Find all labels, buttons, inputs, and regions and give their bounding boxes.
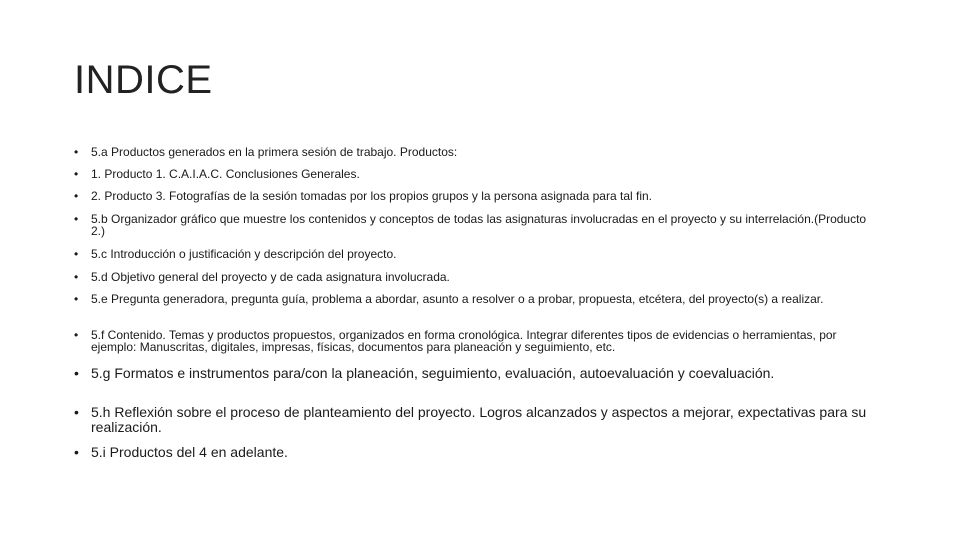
bullet-text: 5.i Productos del 4 en adelante. bbox=[91, 444, 288, 460]
bullet-item bbox=[74, 190, 874, 202]
bullet-icon: • bbox=[74, 189, 79, 203]
bullet-text: 1. Producto 1. C.A.I.A.C. Conclusiones Generales. bbox=[91, 167, 360, 181]
slide-title: INDICE bbox=[74, 58, 213, 102]
bullet-item bbox=[74, 271, 874, 283]
bullet-item bbox=[74, 293, 874, 305]
bullet-text: 5.b Organizador gráfico que muestre los contenidos y conceptos de todas las asignaturas involucradas en el proyecto y su interrelación.(Producto 2.) bbox=[91, 212, 867, 238]
bullet-text: 5.c Introducción o justificación y descripción del proyecto. bbox=[91, 247, 397, 261]
bullet-icon: • bbox=[74, 444, 79, 460]
bullet-text: 5.h Reflexión sobre el proceso de planteamiento del proyecto. Logros alcanzados y aspectos a mejorar, expectativas para su realización. bbox=[91, 404, 867, 435]
bullet-item bbox=[74, 366, 874, 381]
bullet-text: 5.d Objetivo general del proyecto y de cada asignatura involucrada. bbox=[91, 270, 450, 284]
bullet-icon: • bbox=[74, 365, 79, 381]
bullet-item bbox=[74, 405, 874, 435]
bullet-icon: • bbox=[74, 404, 79, 420]
bullet-item bbox=[74, 248, 874, 260]
bullet-text: 2. Producto 3. Fotografías de la sesión tomadas por los propios grupos y la persona asignada para tal fin. bbox=[91, 189, 652, 203]
bullet-text: 5.g Formatos e instrumentos para/con la planeación, seguimiento, evaluación, autoevaluación y coevaluación. bbox=[91, 365, 775, 381]
bullet-text: 5.a Productos generados en la primera sesión de trabajo. Productos: bbox=[91, 145, 458, 159]
bullet-icon: • bbox=[74, 292, 79, 306]
bullet-item bbox=[74, 213, 874, 237]
bullet-icon: • bbox=[74, 247, 79, 261]
bullet-icon: • bbox=[74, 328, 79, 342]
bullet-icon: • bbox=[74, 212, 79, 226]
bullet-item bbox=[74, 445, 874, 460]
bullet-icon: • bbox=[74, 145, 79, 159]
bullet-item bbox=[74, 329, 874, 353]
bullet-icon: • bbox=[74, 167, 79, 181]
bullet-text: 5.e Pregunta generadora, pregunta guía, problema a abordar, asunto a resolver o a probar, propuesta, etcétera, del proyecto(s) a realizar. bbox=[91, 292, 824, 306]
bullet-item bbox=[74, 168, 874, 180]
bullet-item bbox=[74, 146, 874, 158]
bullet-text: 5.f Contenido. Temas y productos propuestos, organizados en forma cronológica. Integrar diferentes tipos de evidencias o herramientas, por ejemplo: Manuscritas, digitales, impresas, físicas, documentos para planeación y seguimiento, etc. bbox=[91, 328, 837, 354]
bullet-icon: • bbox=[74, 270, 79, 284]
